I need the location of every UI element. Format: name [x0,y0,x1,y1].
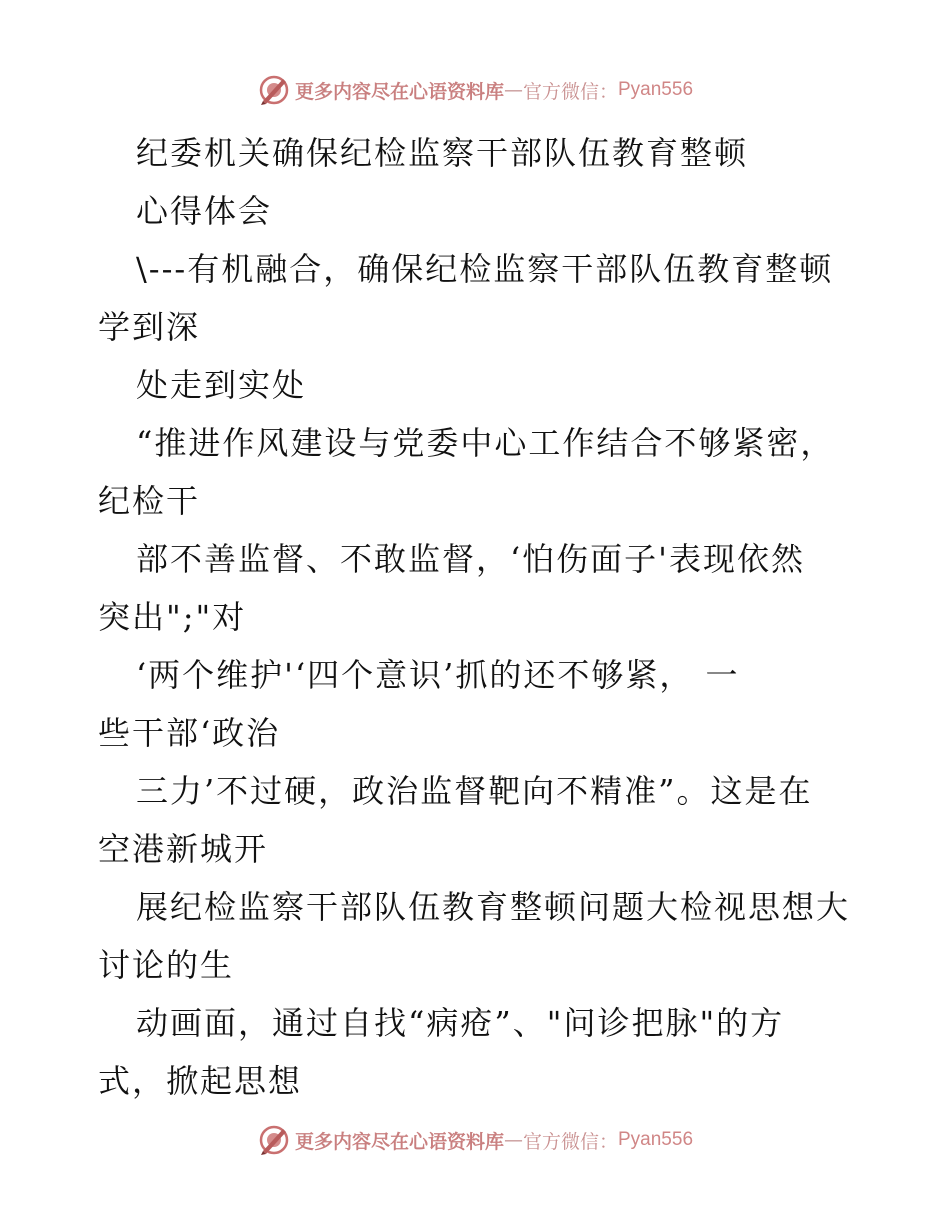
paragraph-line: 式，掀起思想 [98,1062,303,1100]
paragraph-line: 空港新城开 [98,830,269,868]
paragraph-line: 展纪检监察干部队伍教育整顿问题大检视思想大 [136,888,851,926]
watermark-wechat-id: Pyan556 [618,79,694,100]
footer-watermark [0,1120,950,1160]
watermark-separator: — [503,79,523,101]
watermark-brand: 更多内容尽在心语资料库 [294,1130,504,1153]
subtitle-line: 处走到实处 [136,366,307,404]
paragraph-line: 动画面，通过自找“病疮”、"问诊把脉"的方 [136,1004,785,1042]
paragraph-line: 部不善监督、不敢监督，‘怕伤面子'表现依然 [136,540,805,578]
watermark-brand: 更多内容尽在心语资料库 [294,80,504,103]
paragraph-line: 些干部‘政治 [98,714,281,752]
title-line: 纪委机关确保纪检监察干部队伍教育整顿 [136,134,749,172]
header-watermark [0,70,950,110]
paragraph-line: “推进作风建设与党委中心工作结合不够紧密， [136,424,835,462]
seal-pen-icon [257,73,291,107]
watermark-label: 官方微信： [522,1130,618,1153]
subtitle-line: \---有机融合，确保纪检监察干部队伍教育整顿 [136,250,834,288]
watermark-separator: — [503,1129,523,1151]
watermark-label: 官方微信： [522,80,618,103]
paragraph-line: 三力’不过硬，政治监督靶向不精准”。这是在 [136,772,813,810]
paragraph-line: 突出";"对 [98,598,247,636]
document-body [98,124,858,1110]
watermark-wechat-id: Pyan556 [618,1129,694,1150]
paragraph-line: 纪检干 [98,482,201,520]
paragraph-line: ‘两个维护'‘四个意识’抓的还不够紧， 一 [136,656,740,694]
subtitle-line: 学到深 [98,308,201,346]
paragraph-line: 讨论的生 [98,946,235,984]
seal-pen-icon [257,1123,291,1157]
title-line: 心得体会 [136,192,273,230]
